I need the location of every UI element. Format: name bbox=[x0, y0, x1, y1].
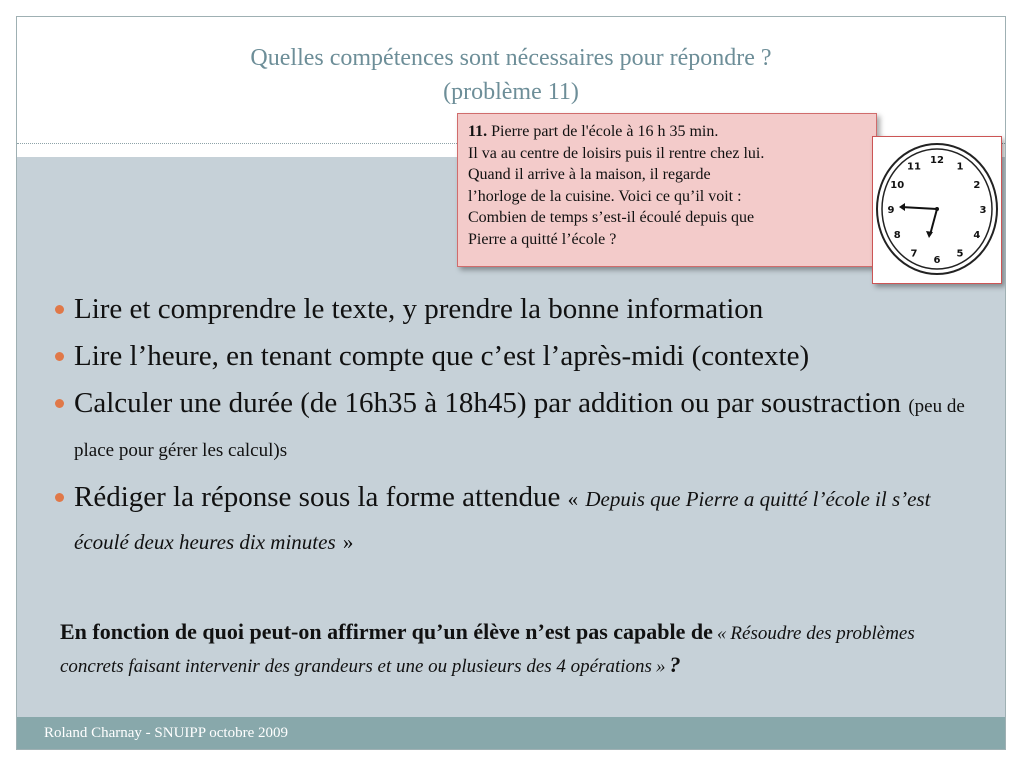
bullet-2-text: Lire l’heure, en tenant compte que c’est l’après-midi (contexte) bbox=[74, 340, 810, 372]
title-line-2: (problème 11) bbox=[443, 79, 579, 105]
question-bold: En fonction de quoi peut-on affirmer qu’un élève n’est pas capable de bbox=[60, 619, 713, 644]
footer-text: Roland Charnay - SNUIPP octobre 2009 bbox=[44, 725, 288, 741]
clock-numeral: 10 bbox=[890, 180, 905, 191]
clock-numeral: 8 bbox=[893, 230, 901, 241]
clock-numeral: 1 bbox=[956, 161, 964, 173]
problem-line-2: Il va au centre de loisirs puis il rentre chez lui. bbox=[468, 144, 765, 162]
title-line-1: Quelles compétences sont nécessaires pour répondre ? bbox=[250, 45, 772, 71]
bullet-item bbox=[55, 289, 990, 330]
bullet-3-text: Calculer une durée (de 16h35 à 18h45) par addition ou par soustraction bbox=[74, 387, 902, 419]
clock-numeral: 5 bbox=[956, 248, 964, 260]
clock-numeral: 6 bbox=[933, 255, 941, 266]
clock-numeral: 4 bbox=[973, 230, 981, 241]
problem-line-3: Quand il arrive à la maison, il regarde bbox=[468, 166, 711, 183]
clock-numeral: 7 bbox=[910, 248, 918, 260]
bullet-item bbox=[55, 336, 990, 377]
bullet-item bbox=[55, 477, 990, 563]
slide bbox=[16, 16, 1006, 750]
problem-box bbox=[457, 113, 877, 267]
question-open-quote: « bbox=[716, 623, 727, 644]
footer-bar bbox=[17, 717, 1005, 750]
problem-line-1: Pierre part de l'école à 16 h 35 min. bbox=[491, 123, 719, 140]
question-mark: ? bbox=[669, 652, 681, 677]
bullet-4-quote: Depuis que Pierre a quitté l’école il s’est écoulé deux heures dix minutes bbox=[74, 487, 931, 554]
clock-numeral: 2 bbox=[973, 180, 981, 191]
problem-line-4: l’horloge de la cuisine. Voici ce qu’il voit : bbox=[468, 187, 742, 205]
question-close-quote: » bbox=[655, 656, 666, 677]
clock-numeral: 3 bbox=[979, 205, 987, 216]
closing-question bbox=[60, 616, 960, 682]
problem-line-6: Pierre a quitté l’école ? bbox=[468, 230, 617, 248]
clock-icon bbox=[873, 137, 1001, 283]
clock-numeral: 9 bbox=[887, 205, 895, 216]
clock-numeral: 11 bbox=[907, 161, 921, 173]
clock-image bbox=[872, 136, 1002, 284]
problem-line-5: Combien de temps s’est-il écoulé depuis que bbox=[468, 209, 755, 226]
slide-title bbox=[17, 41, 1005, 109]
bullet-3-note: (peu de place pour gérer les calcul)s bbox=[74, 396, 965, 461]
problem-number: 11. bbox=[468, 123, 488, 140]
bullet-4-text: Rédiger la réponse sous la forme attendue bbox=[74, 481, 561, 513]
clock-numeral: 12 bbox=[930, 155, 944, 166]
bullet-item bbox=[55, 383, 990, 471]
bullet-4-open-quote: « bbox=[567, 487, 579, 511]
question-italic: Résoudre des problèmes concrets faisant intervenir des grandeurs et une ou plusieurs des 4 opérations bbox=[60, 623, 915, 677]
clock-center bbox=[935, 207, 939, 211]
bullet-4-close-quote: » bbox=[342, 530, 354, 554]
bullet-1-text: Lire et comprendre le texte, y prendre la bonne information bbox=[74, 293, 764, 325]
skills-list bbox=[55, 289, 990, 569]
